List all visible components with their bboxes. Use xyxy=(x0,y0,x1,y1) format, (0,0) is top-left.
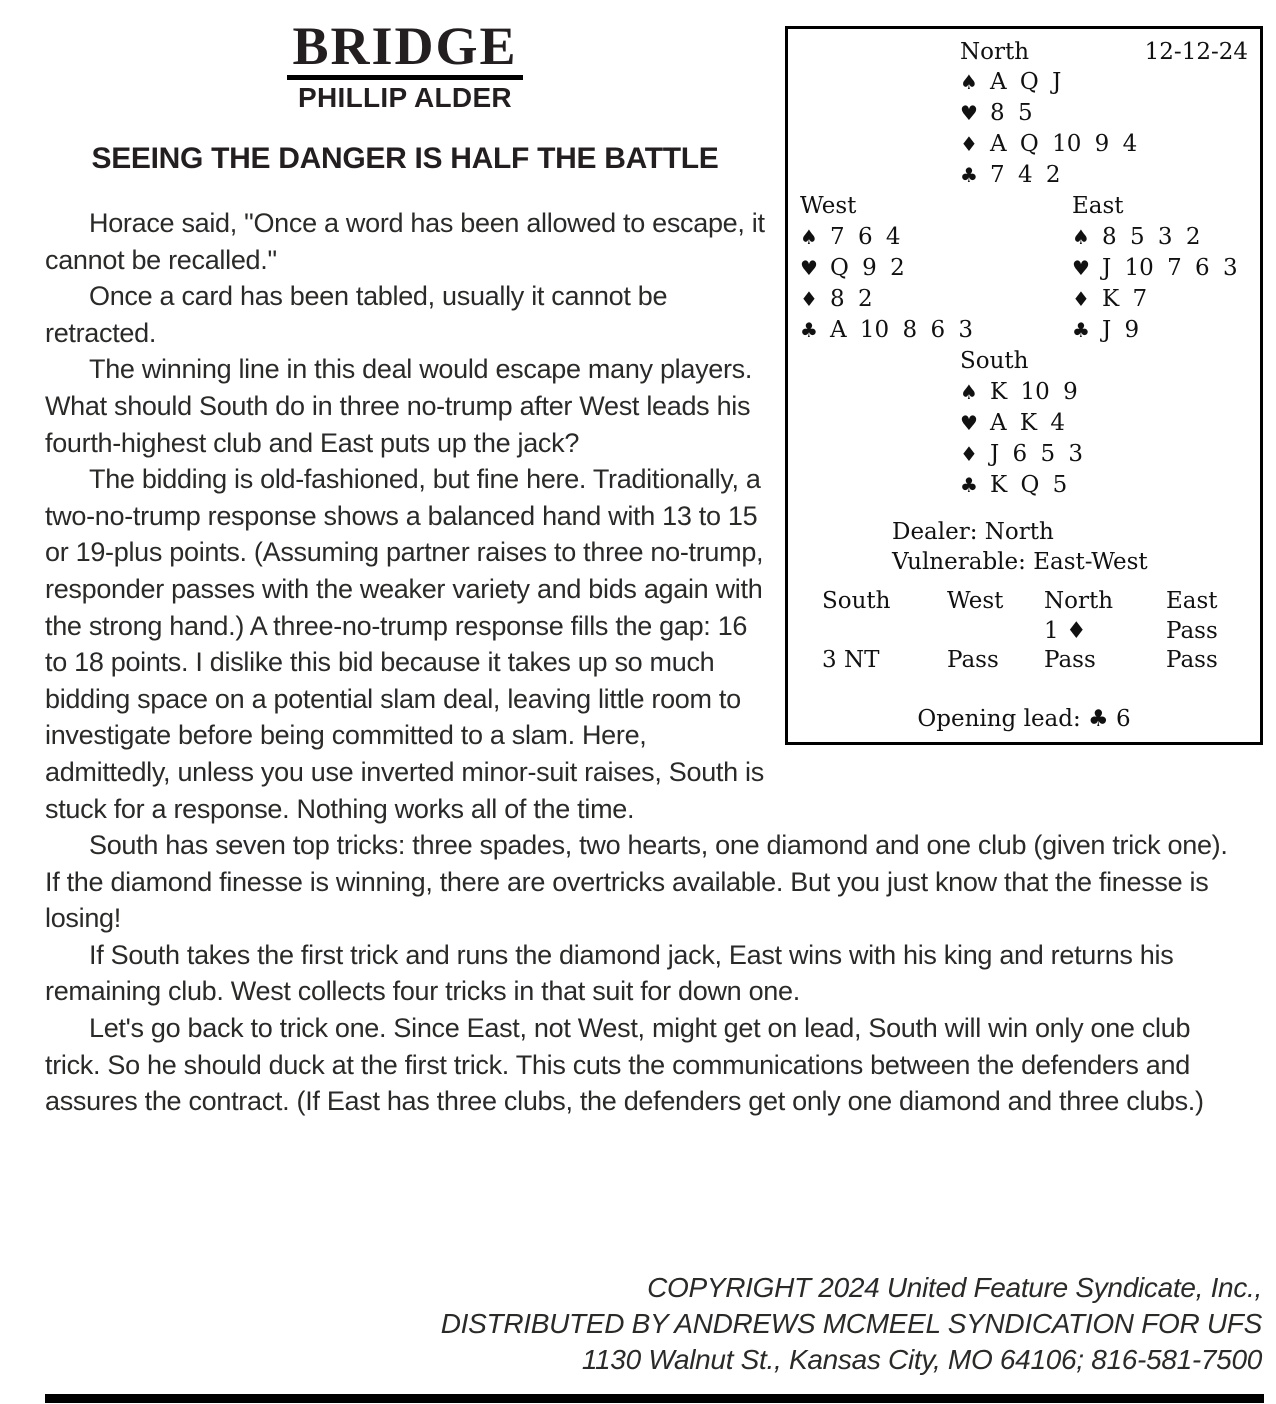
west-east-hands xyxy=(800,191,1248,346)
auction-cell: Pass xyxy=(1166,647,1218,673)
column-title: BRIDGE xyxy=(287,20,522,80)
west-diamonds-row xyxy=(800,284,1072,315)
vulnerable-line: Vulnerable: East-West xyxy=(892,549,1148,575)
auction-header-north: North xyxy=(1044,588,1114,614)
card-ranks: A 10 8 6 3 xyxy=(830,317,974,343)
paragraph: Once a card has been tabled, usually it cannot be retracted. xyxy=(45,281,668,348)
copyright-footer xyxy=(441,1270,1262,1378)
auction-cell: Pass xyxy=(947,647,999,673)
paragraph: South has seven top tricks: three spades, two hearts, one diamond and one club (given trick one). If the diamond finesse is winning, there are overtricks available. But you just know that the finesse is losing! xyxy=(45,830,1228,934)
card-ranks: J 6 5 3 xyxy=(990,441,1084,467)
column-byline: PHILLIP ALDER xyxy=(298,82,512,113)
north-hearts-row xyxy=(960,98,1248,129)
east-spades-row xyxy=(1072,222,1248,253)
north-hand xyxy=(960,67,1248,191)
spade-icon: ♠ xyxy=(1072,225,1090,249)
west-hand-label: West xyxy=(800,193,857,219)
south-hand-label: South xyxy=(960,348,1029,374)
east-hearts-row xyxy=(1072,253,1248,284)
opening-lead: Opening lead: ♣ 6 xyxy=(917,705,1131,732)
card-ranks: A K 4 xyxy=(990,410,1066,436)
north-hand-label: North xyxy=(960,39,1030,65)
club-icon: ♣ xyxy=(1072,318,1090,342)
diamond-icon: ♦ xyxy=(1072,287,1090,311)
heart-icon: ♥ xyxy=(800,256,818,280)
card-ranks: 7 4 2 xyxy=(990,162,1061,188)
auction-cell: 1 ♦ xyxy=(1044,617,1087,644)
spade-icon: ♠ xyxy=(960,70,978,94)
west-spades-row xyxy=(800,222,1072,253)
south-spades-row xyxy=(960,377,1248,408)
card-ranks: K 7 xyxy=(1102,286,1148,312)
club-icon: ♣ xyxy=(800,318,818,342)
diamond-icon: ♦ xyxy=(960,442,978,466)
heart-icon: ♥ xyxy=(1072,256,1090,280)
auction-cell: Pass xyxy=(1166,617,1218,644)
dealer-line: Dealer: North xyxy=(892,519,1054,545)
south-hearts-row xyxy=(960,408,1248,439)
east-diamonds-row xyxy=(1072,284,1248,315)
deal-diagram-box xyxy=(785,26,1263,745)
diamond-icon: ♦ xyxy=(960,132,978,156)
auction-cell xyxy=(947,617,1044,647)
east-hand xyxy=(1072,191,1248,346)
auction-header-east: East xyxy=(1166,588,1218,614)
card-ranks: K 10 9 xyxy=(990,379,1078,405)
paragraph: If South takes the first trick and runs the diamond jack, East wins with his king and returns his remaining club. West collects four tricks in that suit for down one. xyxy=(45,939,1174,1007)
card-ranks: J 9 xyxy=(1102,317,1140,343)
paragraph: Horace said, "Once a word has been allowed to escape, it cannot be recalled." xyxy=(45,208,765,275)
paragraph: The winning line in this deal would escape many players. What should South do in three no-trump after West leads his fourth-highest club and East puts up the jack? xyxy=(45,354,753,458)
bottom-rule xyxy=(45,1394,1264,1403)
card-ranks: Q 9 2 xyxy=(830,255,905,281)
paragraph: The bidding is old-fashioned, but fine here. Traditionally, a two-no-trump response shows a balanced hand with 13 to 15 or 19-plus points. (Assuming partner raises to three no-trump, responder passes with the weaker variety and bids again with the strong hand.) A three-no-trump response fills the gap: 16 to 18 points. I dislike this bid because it takes up so much bidding space on a potential slam deal, leaving little room to investigate before being committed to a slam. Here, admittedly, unless you use inverted minor-suit raises, South is stuck for a response. Nothing works all of the time. xyxy=(45,464,764,824)
north-diamonds-row xyxy=(960,129,1248,160)
north-spades-row xyxy=(960,67,1248,98)
card-ranks: A Q 10 9 4 xyxy=(990,131,1138,157)
footer-line: COPYRIGHT 2024 United Feature Syndicate, Inc., xyxy=(647,1272,1262,1303)
deal-info xyxy=(892,517,1248,577)
west-hearts-row xyxy=(800,253,1072,284)
south-clubs-row xyxy=(960,470,1248,501)
card-ranks: 8 2 xyxy=(830,286,873,312)
card-ranks: 7 6 4 xyxy=(830,224,901,250)
east-clubs-row xyxy=(1072,315,1248,346)
deal-header xyxy=(800,37,1248,67)
card-ranks: 8 5 3 2 xyxy=(1102,224,1201,250)
south-hand xyxy=(960,377,1248,501)
auction-header-south: South xyxy=(822,588,891,614)
heart-icon: ♥ xyxy=(960,101,978,125)
south-diamonds-row xyxy=(960,439,1248,470)
footer-line: DISTRIBUTED BY ANDREWS MCMEEL SYNDICATION FOR UFS xyxy=(440,1308,1262,1339)
deal-date: 12-12-24 xyxy=(1144,39,1248,65)
east-hand-label: East xyxy=(1072,193,1124,219)
west-clubs-row xyxy=(800,315,1072,346)
club-icon: ♣ xyxy=(960,473,978,497)
auction-table xyxy=(822,587,1248,676)
article-headline: SEEING THE DANGER IS HALF THE BATTLE xyxy=(91,142,719,175)
auction-header-west: West xyxy=(947,588,1004,614)
club-icon: ♣ xyxy=(960,163,978,187)
card-ranks: K Q 5 xyxy=(990,472,1068,498)
auction-cell xyxy=(822,617,947,647)
heart-icon: ♥ xyxy=(960,411,978,435)
card-ranks: J 10 7 6 3 xyxy=(1102,255,1238,281)
auction-cell: 3 NT xyxy=(822,647,880,673)
auction-cell: Pass xyxy=(1044,647,1096,673)
paragraph: Let's go back to trick one. Since East, not West, might get on lead, South will win only one club trick. So he should duck at the first trick. This cuts the communications between the defenders and assures the contract. (If East has three clubs, the defenders get only one diamond and three clubs.) xyxy=(45,1013,1204,1117)
spade-icon: ♠ xyxy=(960,380,978,404)
north-clubs-row xyxy=(960,160,1248,191)
diamond-icon: ♦ xyxy=(800,287,818,311)
spade-icon: ♠ xyxy=(800,225,818,249)
card-ranks: 8 5 xyxy=(990,100,1033,126)
card-ranks: A Q J xyxy=(990,69,1062,95)
footer-line: 1130 Walnut St., Kansas City, MO 64106; 816-581-7500 xyxy=(581,1344,1262,1375)
west-hand xyxy=(800,191,1072,346)
